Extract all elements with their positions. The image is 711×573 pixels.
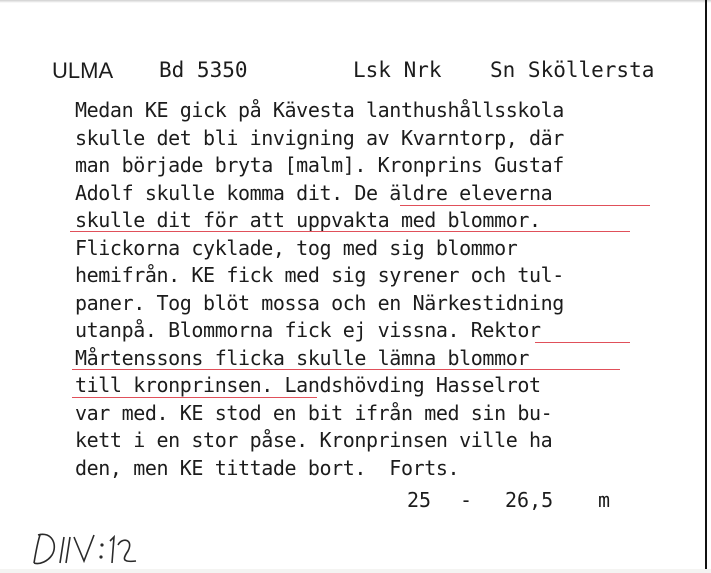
parish-label: Sn Sköllersta (490, 58, 655, 82)
text-line: hemifrån. KE fick med sig syrener och tul- (75, 263, 564, 287)
pencil-underline (70, 231, 630, 232)
text-line: utanpå. Blommorna fick ej vissna. Rektor (75, 318, 541, 342)
card-top-edge (0, 0, 711, 3)
archive-code: ULMA (52, 58, 114, 83)
text-line: man började bryta [malm]. Kronprins Gustaf (75, 153, 564, 177)
text-line: skulle det bli invigning av Kvarntorp, där (75, 125, 564, 150)
volume-number: Bd 5350 (159, 58, 248, 82)
pencil-underline (72, 397, 317, 398)
card-header (0, 58, 711, 88)
text-line: Mårtenssons flicka skulle lämna blommor (75, 345, 529, 370)
page-dash: - (460, 488, 473, 512)
page-unit: m (598, 488, 611, 512)
text-line: kett i en stor påse. Kronprinsen ville ha (75, 428, 553, 452)
signature-mark (30, 525, 140, 569)
text-line: till kronprinsen. Landshövding Hasselrot (75, 373, 541, 397)
text-line: Flickorna cyklade, tog med sig blommor (75, 235, 518, 260)
text-line: den, men KE tittade bort. Forts. (75, 455, 460, 480)
card-body-text (75, 97, 675, 482)
text-line: Adolf skulle komma dit. De äldre eleverna (75, 180, 553, 205)
handwritten-signature (30, 525, 140, 569)
text-line: var med. KE stod en bit ifrån med sin bu- (75, 400, 553, 425)
text-line: Medan KE gick på Kävesta lanthushållsskola (75, 98, 564, 122)
page-to: 26,5 (505, 488, 554, 512)
district-label: Lsk Nrk (353, 58, 442, 82)
page-from: 25 (407, 488, 432, 512)
pencil-underline (72, 369, 620, 370)
pencil-underline (400, 205, 650, 206)
pencil-underline (535, 342, 630, 343)
text-line: skulle dit för att uppvakta med blommor. (75, 208, 541, 232)
text-line: paner. Tog blöt mossa och en Närkestidning (75, 290, 564, 315)
